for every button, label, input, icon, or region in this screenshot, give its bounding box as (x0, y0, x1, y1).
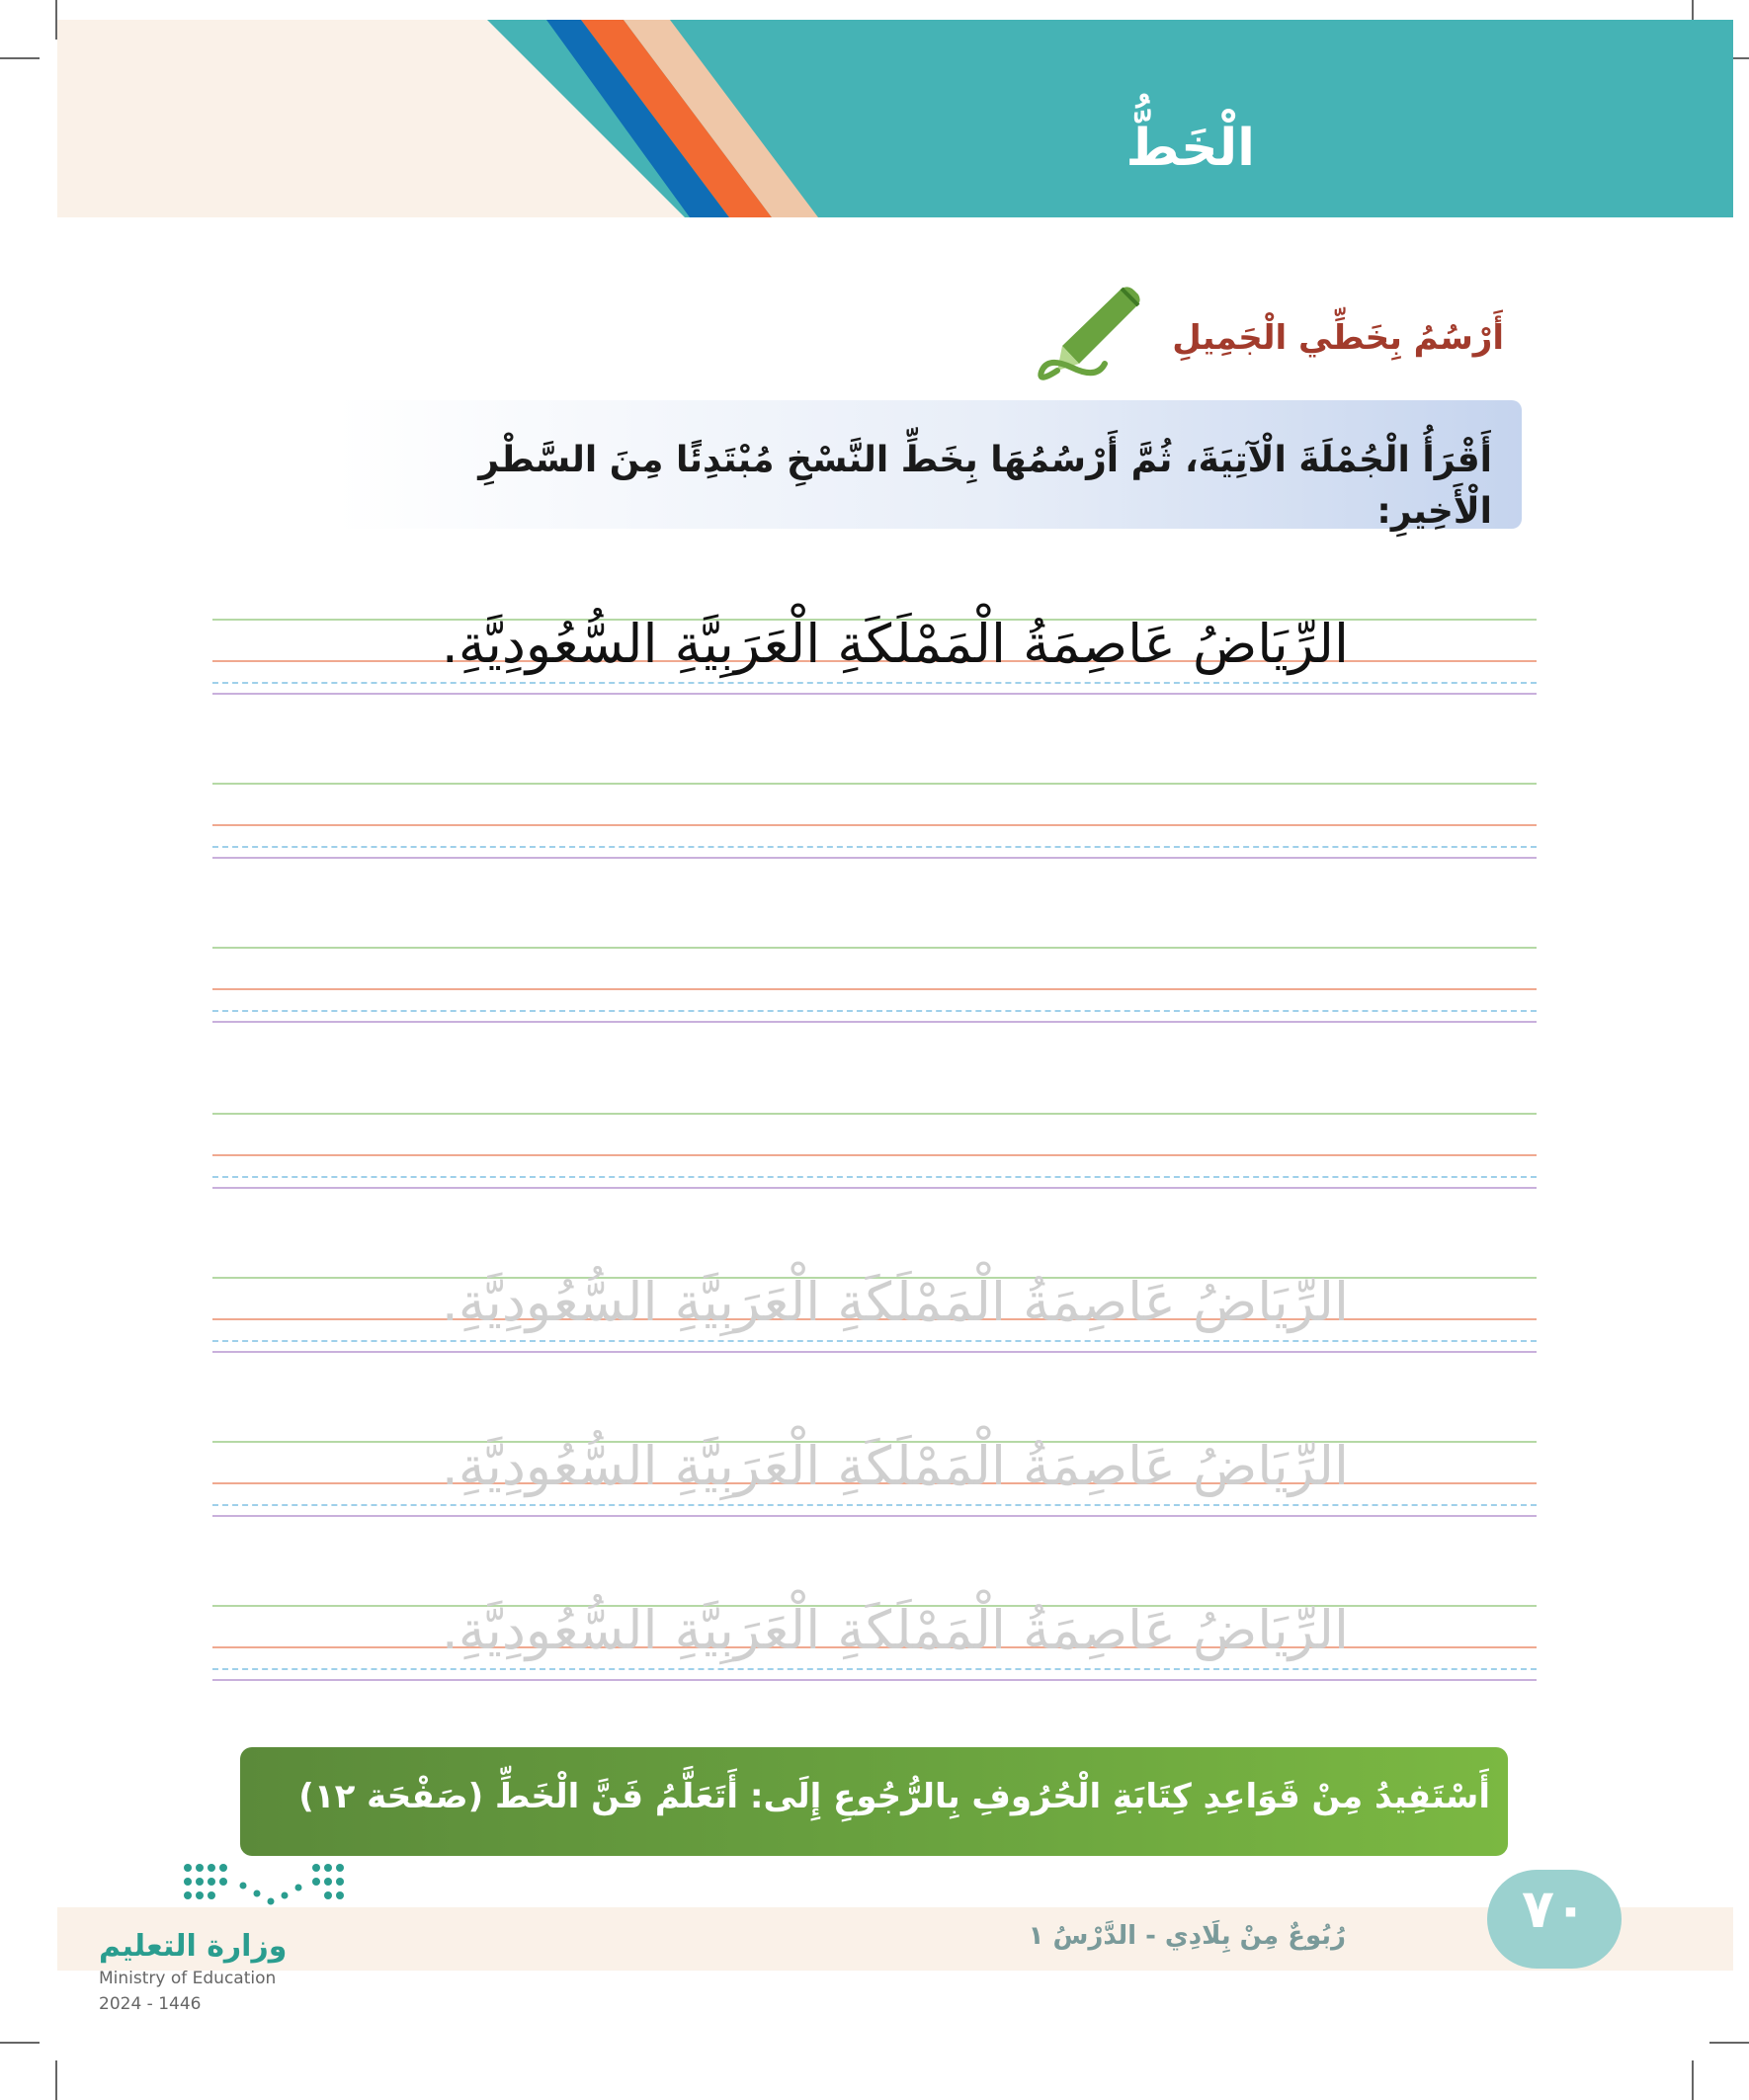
guide-line (212, 1504, 1537, 1506)
header-stripes (57, 20, 1733, 217)
trace-sentence: الرِّيَاضُ عَاصِمَةُ الْمَمْلَكَةِ الْعَرَبِيَّةِ السُّعُودِيَّةِ. (441, 1599, 1349, 1661)
guide-line (212, 1010, 1537, 1012)
guide-line (212, 1176, 1537, 1178)
ministry-name-arabic: وزارة التعليم (99, 1929, 288, 1964)
crop-mark (55, 2060, 57, 2100)
crop-mark (1692, 2060, 1694, 2100)
crop-mark (0, 57, 40, 59)
guide-line (212, 682, 1537, 684)
guide-line (212, 1679, 1537, 1681)
edition-year: 2024 - 1446 (99, 1994, 202, 2014)
trace-sentence: الرِّيَاضُ عَاصِمَةُ الْمَمْلَكَةِ الْعَرَبِيَّةِ السُّعُودِيَّةِ. (441, 1271, 1349, 1333)
guide-line (212, 1340, 1537, 1342)
guide-line (212, 947, 1537, 949)
guide-line (212, 1351, 1537, 1353)
guide-line (212, 988, 1537, 990)
guide-line (212, 783, 1537, 785)
guide-line (212, 846, 1537, 848)
guide-line (212, 1515, 1537, 1517)
guide-line (212, 693, 1537, 695)
handwriting-lines (212, 593, 1537, 1680)
guide-line (212, 1154, 1537, 1156)
crop-mark (0, 2042, 40, 2044)
guide-line (212, 1113, 1537, 1115)
lesson-label: رُبُوعٌ مِنْ بِلَادِي - الدَّرْسُ ١ (1028, 1921, 1346, 1951)
guide-line (212, 1668, 1537, 1670)
reference-text: أَسْتَفِيدُ مِنْ قَوَاعِدِ كِتَابَةِ الْحُرُوفِ بِالرُّجُوعِ إِلَى: أَتَعَلَّمُ فَنَّ الْخَطِّ (صَفْحَة ١٢) (298, 1777, 1490, 1816)
guide-line (212, 824, 1537, 826)
pen-icon (1028, 277, 1146, 390)
page-number: ٧٠ (1522, 1878, 1587, 1940)
guide-line (212, 1187, 1537, 1189)
ministry-logo-icon (178, 1858, 356, 1917)
ministry-name-english: Ministry of Education (99, 1969, 277, 1988)
instruction-text: أَقْرَأُ الْجُمْلَةَ الْآتِيَةَ، ثُمَّ أَرْسُمُهَا بِخَطِّ النَّسْخِ مُبْتَدِئًا مِنَ السَّطْرِ الْأَخِيرِ: (478, 440, 1492, 532)
guide-line (212, 857, 1537, 859)
section-title: أَرْسُمُ بِخَطِّي الْجَمِيلِ (1172, 318, 1504, 358)
page-title: الْخَطُّ (1125, 119, 1255, 178)
crop-mark (1709, 2042, 1749, 2044)
model-sentence: الرِّيَاضُ عَاصِمَةُ الْمَمْلَكَةِ الْعَرَبِيَّةِ السُّعُودِيَّةِ. (441, 613, 1349, 675)
trace-sentence: الرِّيَاضُ عَاصِمَةُ الْمَمْلَكَةِ الْعَرَبِيَّةِ السُّعُودِيَّةِ. (441, 1435, 1349, 1497)
guide-line (212, 1021, 1537, 1023)
